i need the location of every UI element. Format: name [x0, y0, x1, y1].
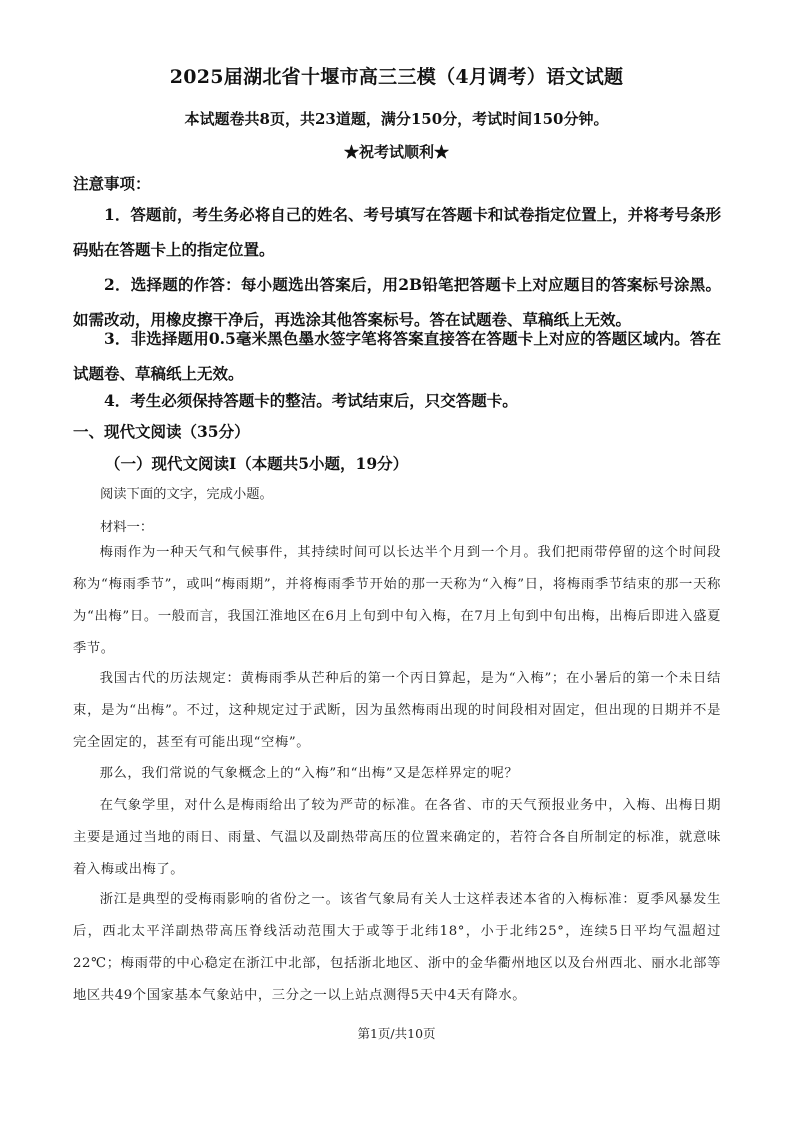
- notice-item-2: 2．选择题的作答：每小题选出答案后，用2B铅笔把答题卡上对应题目的答案标号涂黑。如需改动，用橡皮擦干净后，再选涂其他答案标号。答在试题卷、草稿纸上无效。: [73, 275, 721, 329]
- reading-instruction: 阅读下面的文字，完成小题。: [100, 487, 273, 502]
- paragraph-2: 我国古代的历法规定：黄梅雨季从芒种后的第一个丙日算起，是为“入梅”；在小暑后的第一个未日结束，是为“出梅”。不过，这种规定过于武断，因为虽然梅雨出现的时间段相对固定，但出现的日期并不是完全固定的，甚至有可能出现“空梅”。: [73, 671, 721, 750]
- notice-item-3: 3．非选择题用0.5毫米黑色墨水签字笔将答案直接答在答题卡上对应的答题区域内。答在试题卷、草稿纸上无效。: [73, 329, 721, 383]
- exam-info: 本试题卷共8页，共23道题，满分150分，考试时间150分钟。: [184, 110, 609, 128]
- notice-item-4: 4．考生必须保持答题卡的整洁。考试结束后，只交答题卡。: [104, 391, 518, 410]
- paragraph-1: 梅雨作为一种天气和气候事件，其持续时间可以长达半个月到一个月。我们把雨带停留的这个时间段称为“梅雨季节”，或叫“梅雨期”，并将梅雨季节开始的那一天称为“入梅”日，将梅雨季节结束的那一天称为“出梅”日。一般而言，我国江淮地区在6月上旬到中旬入梅，在7月上旬到中旬出梅，出梅后即进入盛夏季节。: [73, 545, 721, 656]
- paragraph-5: 浙江是典型的受梅雨影响的省份之一。该省气象局有关人士这样表述本省的入梅标准：夏季风暴发生后，西北太平洋副热带高压脊线活动范围大于或等于北纬18°，小于北纬25°，连续5日平均气温超过22℃；梅雨带的中心稳定在浙江中北部，包括浙北地区、浙中的金华衢州地区以及台州西北、丽水北部等地区共49个国家基本气象站中，三分之一以上站点测得5天中4天有降水。: [73, 892, 721, 1003]
- material-label: 材料一：: [100, 520, 154, 535]
- section-heading: 一、现代文阅读（35分）: [73, 422, 250, 441]
- exam-title: 2025届湖北省十堰市高三三模（4月调考）语文试题: [169, 66, 624, 88]
- section-subheading: （一）现代文阅读Ⅰ（本题共5小题，19分）: [105, 454, 409, 473]
- paragraph-4: 在气象学里，对什么是梅雨给出了较为严苛的标准。在各省、市的天气预报业务中，入梅、出梅日期主要是通过当地的雨日、雨量、气温以及副热带高压的位置来确定的，若符合各自所制定的标准，就意味着入梅或出梅了。: [73, 798, 721, 877]
- notice-heading: 注意事项：: [73, 174, 151, 193]
- page-indicator: 第1页/共10页: [357, 1026, 436, 1041]
- exam-wish: ★祝考试顺利★: [343, 143, 449, 161]
- paragraph-3: 那么，我们常说的气象概念上的“入梅”和“出梅”又是怎样界定的呢？: [99, 766, 519, 781]
- notice-item-1: 1．答题前，考生务必将自己的姓名、考号填写在答题卡和试卷指定位置上，并将考号条形码贴在答题卡上的指定位置。: [73, 205, 721, 259]
